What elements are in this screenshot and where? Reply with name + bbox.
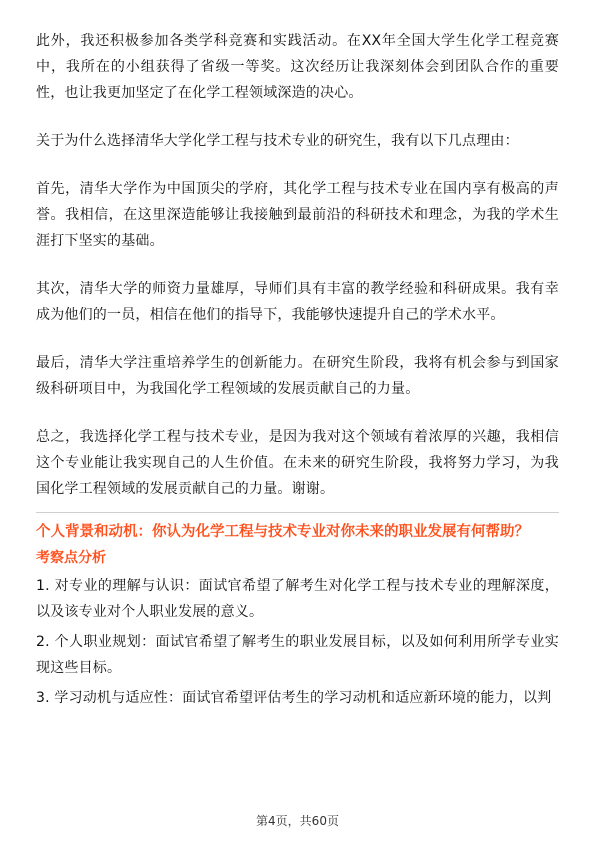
paragraph-reasons-intro: 关于为什么选择清华大学化学工程与技术专业的研究生，我有以下几点理由： (36, 133, 519, 149)
question-heading: 个人背景和动机：你认为化学工程与技术专业对你未来的职业发展有何帮助？ (36, 524, 529, 540)
analysis-title: 考察点分析 (36, 550, 106, 566)
paragraph-third-reason: 最后，清华大学注重培养学生的创新能力。在研究生阶段，我将有机会参与到国家级科研项目中，为我国化学工程领域的发展贡献自己的力量。 (36, 355, 559, 397)
analysis-item-3: 3. 学习动机与适应性：面试官希望评估考生的学习动机和适应新环境的能力，以判 (36, 690, 552, 706)
page-number-footer: 第4页，共60页 (256, 814, 339, 828)
analysis-item-2: 2. 个人职业规划：面试官希望了解考生的职业发展目标，以及如何利用所学专业实现这些目标。 (36, 634, 559, 676)
paragraph-first-reason: 首先，清华大学作为中国顶尖的学府，其化学工程与技术专业在国内享有极高的声誉。我相信，在这里深造能够让我接触到最前沿的科研技术和理念，为我的学术生涯打下坚实的基础。 (36, 181, 559, 249)
paragraph-competitions: 此外，我还积极参加各类学科竞赛和实践活动。在XX年全国大学生化学工程竞赛中，我所在的小组获得了省级一等奖。这次经历让我深刻体会到团队合作的重要性，也让我更加坚定了在化学工程领域深造的决心。 (36, 33, 559, 101)
paragraph-second-reason: 其次，清华大学的师资力量雄厚，导师们具有丰富的教学经验和科研成果。我有幸成为他们的一员，相信在他们的指导下，我能够快速提升自己的学术水平。 (36, 281, 559, 323)
paragraph-conclusion: 总之，我选择化学工程与技术专业，是因为我对这个领域有着浓厚的兴趣，我相信这个专业能让我实现自己的人生价值。在未来的研究生阶段，我将努力学习，为我国化学工程领域的发展贡献自己的力量。谢谢。 (36, 429, 559, 497)
document-body (36, 28, 559, 715)
analysis-item-1: 1. 对专业的理解与认识：面试官希望了解考生对化学工程与技术专业的理解深度，以及该专业对个人职业发展的意义。 (36, 578, 559, 620)
section-divider (36, 512, 559, 513)
